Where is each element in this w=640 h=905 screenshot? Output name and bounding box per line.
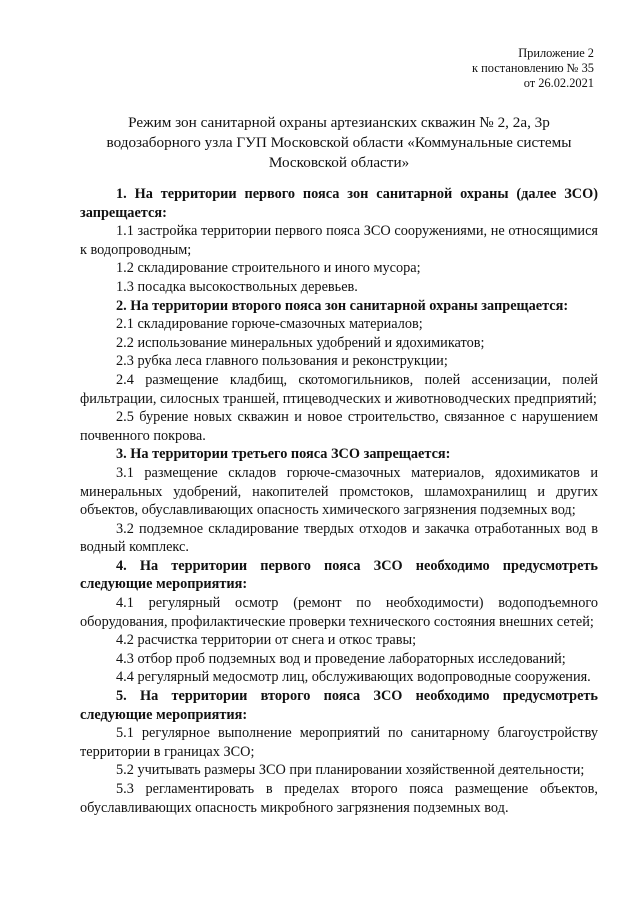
list-item: 4.4 регулярный медосмотр лиц, обслуживающих водопроводные сооружения. (116, 669, 591, 686)
list-item: 3.2 подземное складирование твердых отходов и закачка отработанных вод в водный комплекс. (80, 520, 598, 556)
annex-line-3: от 26.02.2021 (523, 76, 594, 90)
annex-header (80, 46, 594, 91)
list-item: 5.2 учитывать размеры ЗСО при планировании хозяйственной деятельности; (116, 762, 585, 779)
section-1 (80, 185, 598, 297)
list-item: 2.2 использование минеральных удобрений и ядохимикатов; (116, 334, 485, 351)
list-item: 4.3 отбор проб подземных вод и проведение лабораторных исследований; (116, 650, 566, 667)
section-5 (80, 687, 598, 817)
annex-line-1: Приложение 2 (518, 46, 594, 60)
section-3 (80, 445, 598, 557)
document-title: Режим зон санитарной охраны артезианских скважин № 2, 2а, 3р водозаборного узла ГУП Московской области «Коммунальные системы Московской области» (106, 114, 572, 171)
list-item: 5.3 регламентировать в пределах второго пояса размещение объектов, обуславливающих опасность микробного загрязнения подземных вод. (80, 781, 598, 816)
list-item: 2.4 размещение кладбищ, скотомогильников, полей ассенизации, полей фильтрации, силосных траншей, птицеводческих и животноводческих предприятий; (80, 371, 598, 407)
section-4 (80, 557, 598, 687)
section-heading: 4. На территории первого пояса ЗСО необходимо предусмотреть следующие мероприятия: (80, 557, 598, 593)
list-item: 2.3 рубка леса главного пользования и реконструкции; (116, 353, 448, 370)
section-2 (80, 297, 598, 446)
list-item: 1.1 застройка территории первого пояса ЗСО сооружениями, не относящимися к водопроводным; (80, 223, 598, 258)
list-item: 5.1 регулярное выполнение мероприятий по санитарному благоустройству территории в границах ЗСО; (80, 725, 598, 760)
section-heading: 3. На территории третьего пояса ЗСО запрещается: (116, 446, 451, 463)
section-heading: 1. На территории первого пояса зон санитарной охраны (далее ЗСО) запрещается: (80, 186, 598, 221)
list-item: 2.1 складирование горюче-смазочных материалов; (116, 316, 423, 333)
list-item: 1.3 посадка высокоствольных деревьев. (116, 278, 358, 295)
annex-line-2: к постановлению № 35 (472, 61, 594, 75)
list-item: 4.2 расчистка территории от снега и откос травы; (116, 632, 417, 649)
list-item: 2.5 бурение новых скважин и новое строительство, связанное с нарушением почвенного покрова. (80, 409, 598, 444)
section-heading: 5. На территории второго пояса ЗСО необходимо предусмотреть следующие мероприятия: (80, 688, 598, 723)
list-item: 1.2 складирование строительного и иного мусора; (116, 260, 421, 277)
section-heading: 2. На территории второго пояса зон санитарной охраны запрещается: (116, 297, 569, 314)
list-item: 3.1 размещение складов горюче-смазочных материалов, ядохимикатов и минеральных удобрений, накопителей промстоков, шламохранилищ и других объектов, обуславливающих опасность химического загрязнения подземных вод; (80, 464, 598, 519)
list-item: 4.1 регулярный осмотр (ремонт по необходимости) водоподъемного оборудования, профилактические проверки технического состояния внешних сетей; (80, 595, 598, 630)
